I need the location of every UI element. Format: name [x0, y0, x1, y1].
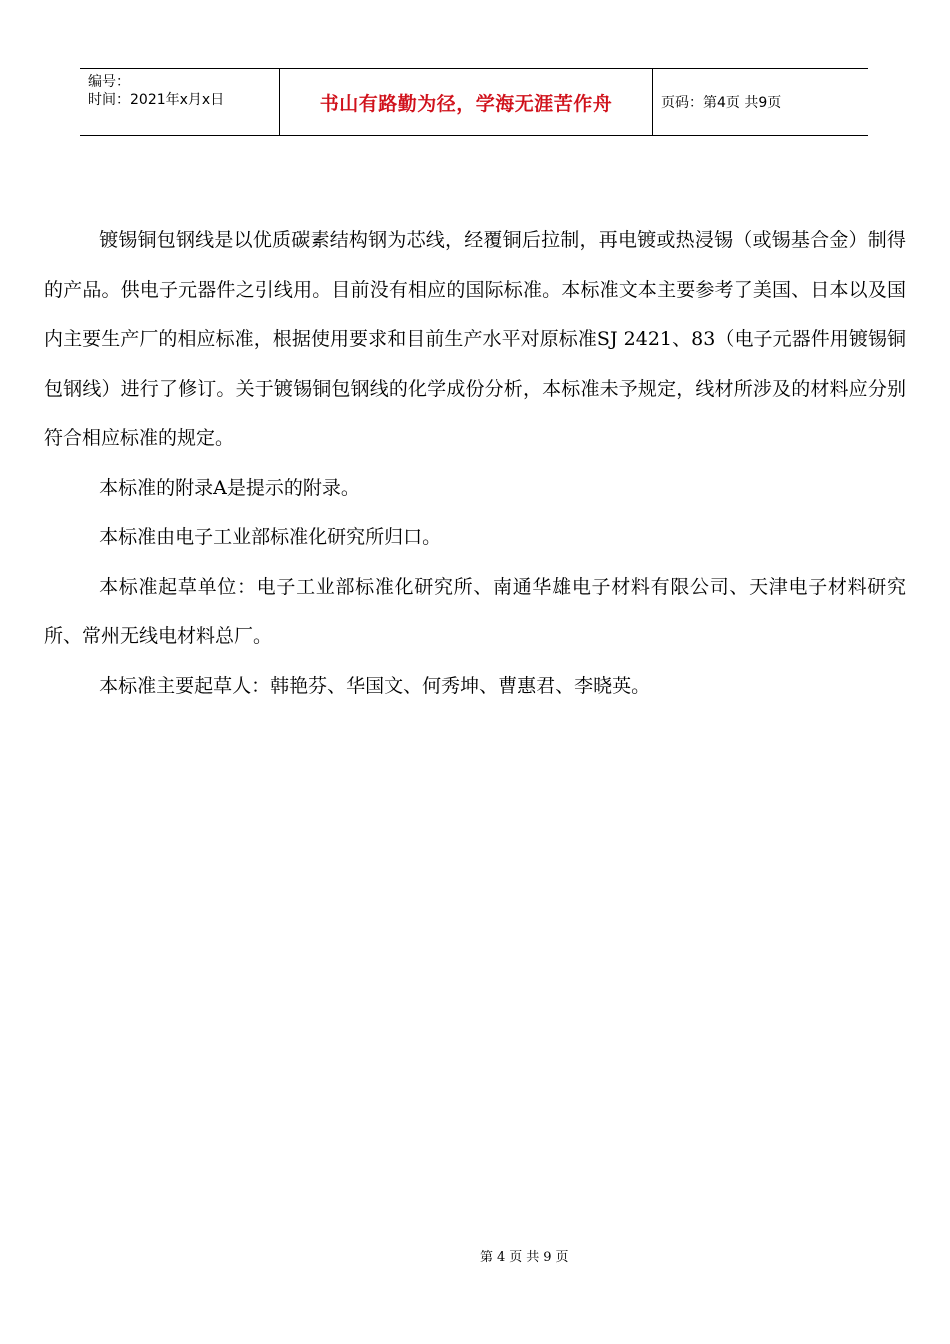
document-body — [44, 216, 906, 711]
header-motto: 书山有路勤为径，学海无涯苦作舟 — [280, 69, 653, 135]
paragraph-drafting-units: 本标准起草单位：电子工业部标准化研究所、南通华雄电子材料有限公司、天津电子材料研究所、常州无线电材料总厂。 — [44, 575, 906, 647]
page-footer: 第4页共9页 — [480, 1250, 573, 1265]
paragraph-intro: 镀锡铜包钢线是以优质碳素结构钢为芯线，经覆铜后拉制，再电镀或热浸锡（或锡基合金）制得的产品。供电子元器件之引线用。目前没有相应的国际标准。本标准文本主要参考了美国、日本以及国内主要生产厂的相应标准，根据使用要求和目前生产水平对原标准SJ 2421、83（电子元器件用镀锡铜包钢线）进行了修订。关于镀锡铜包钢线的化学成份分析，本标准未予规定，线材所涉及的材料应分别符合相应标准的规定。 — [44, 229, 906, 449]
header-meta — [80, 69, 280, 135]
paragraph-appendix: 本标准的附录A是提示的附录。 — [99, 476, 360, 499]
page-header — [80, 68, 868, 136]
document-time-label: 时间：2021年x月x日 — [88, 92, 225, 108]
paragraph-drafters: 本标准主要起草人：韩艳芬、华国文、何秀坤、曹惠君、李晓英。 — [99, 674, 651, 697]
header-page-info: 页码：第4页 共9页 — [661, 95, 782, 111]
paragraph-governing-body: 本标准由电子工业部标准化研究所归口。 — [99, 526, 442, 548]
document-number-label: 编号： — [88, 74, 130, 90]
